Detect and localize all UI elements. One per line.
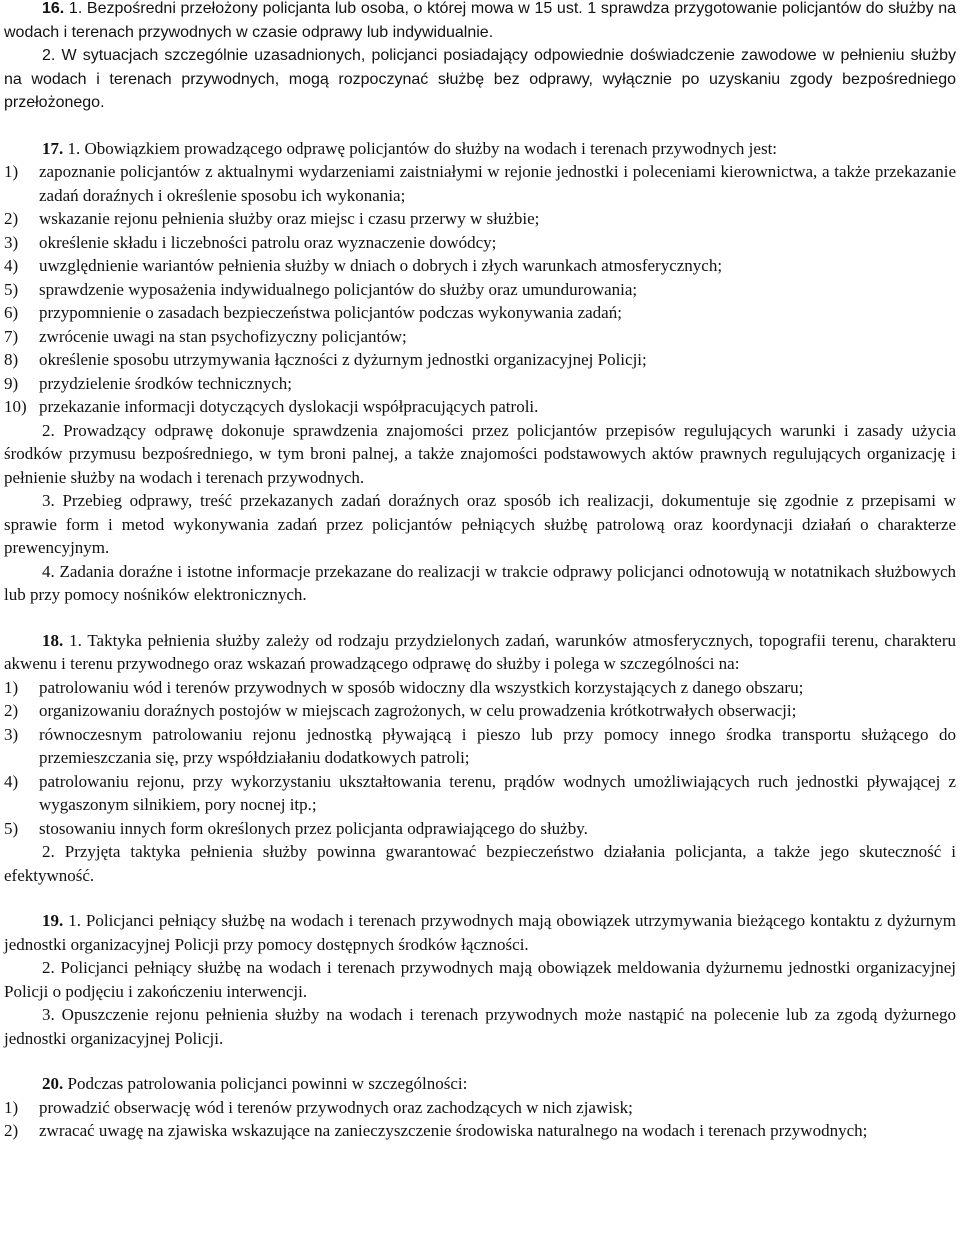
- list-item: [4, 395, 956, 419]
- s16-paragraph-1: [4, 0, 956, 44]
- list-item: [4, 160, 956, 207]
- paragraph-text: 1. Obowiązkiem prowadzącego odprawę policjantów do służby na wodach i terenach przywodnych jest:: [67, 138, 778, 158]
- item-text: określenie sposobu utrzymywania łączności z dyżurnym jednostki organizacyjnej Policji;: [39, 350, 647, 369]
- list-item: [4, 770, 956, 817]
- section-number: 17.: [42, 138, 64, 158]
- item-number: 3): [4, 232, 19, 252]
- section-number: 18.: [42, 630, 64, 650]
- section-number: 20.: [42, 1074, 64, 1093]
- section-number: 19.: [42, 911, 64, 930]
- list-item: [4, 372, 956, 396]
- item-number: 4): [4, 771, 19, 791]
- item-text: patrolowaniu wód i terenów przywodnych w sposób widoczny dla wszystkich korzystających z danego obszaru;: [39, 677, 804, 697]
- document-page: [4, 0, 956, 1143]
- item-text: organizowaniu doraźnych postojów w miejscach zagrożonych, w celu prowadzenia krótkotrwałych obserwacji;: [39, 701, 797, 720]
- s17-paragraph-4: 4. Zadania doraźne i istotne informacje przekazane do realizacji w trakcie odprawy policjanci odnotowują w notatnikach służbowych lub przy pomocy nośników elektronicznych.: [4, 561, 956, 604]
- item-number: 10): [4, 397, 27, 416]
- item-text: sprawdzenie wyposażenia indywidualnego policjantów do służby oraz umundurowania;: [39, 279, 638, 299]
- item-text: przydzielenie środków technicznych;: [39, 373, 293, 393]
- s17-paragraph-2: 2. Prowadzący odprawę dokonuje sprawdzenia znajomości przez policjantów przepisów regulujących warunki i zasady użycia środków przymusu bezpośredniego, w tym broni palnej, a także znajomości podstawowych aktów prawnych regulujących organizację i pełnienie służby na wodach i terenach przywodnych.: [4, 420, 956, 487]
- item-text: określenie składu i liczebności patrolu oraz wyznaczenie dowódcy;: [39, 232, 497, 252]
- item-number: 2): [4, 701, 19, 720]
- list-item: [4, 1096, 956, 1120]
- item-text: przypomnienie o zasadach bezpieczeństwa policjantów podczas wykonywania zadań;: [39, 303, 622, 322]
- item-text: wskazanie rejonu pełnienia służby oraz miejsc i czasu przerwy w służbie;: [39, 209, 540, 228]
- item-text: patrolowaniu rejonu, przy wykorzystaniu ukształtowania terenu, prądów wodnych umożliwiających ruch jednostki pływającej z wygaszonym silnikiem, pory nocnej itp.;: [39, 771, 956, 814]
- paragraph-text: 1. Policjanci pełniący służbę na wodach i terenach przywodnych mają obowiązek utrzymywania bieżącego kontaktu z dyżurnym jednostki organizacyjnej Policji przy pomocy dostępnych środków łączności.: [4, 911, 957, 954]
- list-item: [4, 676, 956, 700]
- item-number: 2): [4, 1121, 19, 1140]
- item-text: równoczesnym patrolowaniu rejonu jednostką pływającą i pieszo lub przy pomocy innego środka transportu służącego do przemieszczania się, przy współdziałaniu dodatkowych patroli;: [39, 724, 956, 767]
- s19-paragraph-3: 3. Opuszczenie rejonu pełnienia służby na wodach i terenach przywodnych może nastąpić na polecenie lub za zgodą dyżurnego jednostki organizacyjnej Policji.: [4, 1005, 956, 1048]
- s20-list: [4, 1096, 956, 1143]
- item-number: 5): [4, 279, 19, 299]
- s18-list: [4, 676, 956, 841]
- list-item: [4, 207, 956, 231]
- list-item: [4, 231, 956, 255]
- item-number: 1): [4, 162, 19, 181]
- list-item: [4, 325, 956, 349]
- paragraph-text: Podczas patrolowania policjanci powinni w szczególności:: [67, 1074, 468, 1093]
- item-text: prowadzić obserwację wód i terenów przywodnych oraz zachodzących w nich zjawisk;: [39, 1097, 633, 1117]
- paragraph-text: 1. Taktyka pełnienia służby zależy od rodzaju przydzielonych zadań, warunków atmosferycznych, topografii terenu, charakteru akwenu i terenu przywodnego oraz wskazań prowadzącego odprawę do służby i polega w szczególności na:: [4, 630, 957, 673]
- list-item: [4, 723, 956, 770]
- s17-list: [4, 160, 956, 419]
- section-number: 16.: [42, 0, 65, 17]
- item-number: 8): [4, 350, 19, 369]
- s17-intro: [4, 137, 956, 161]
- paragraph-text: 1. Bezpośredni przełożony policjanta lub osoba, o której mowa w 15 ust. 1 sprawdza przygotowanie policjantów do służby na wodach i terenach przywodnych w czasie odprawy lub indywidualnie.: [4, 0, 956, 41]
- item-number: 7): [4, 326, 19, 346]
- list-item: [4, 699, 956, 723]
- s19-paragraph-1: [4, 909, 956, 956]
- s17-paragraph-3: 3. Przebieg odprawy, treść przekazanych zadań doraźnych oraz sposób ich realizacji, dokumentuje się zgodnie z przepisami w sprawie form i metod wykonywania zadań przez policjantów pełniących służbę patrolową oraz koordynacji działań o charakterze prewencyjnym.: [4, 491, 956, 557]
- item-text: zapoznanie policjantów z aktualnymi wydarzeniami zaistniałymi w rejonie jednostki i poleceniami kierownictwa, a także przekazanie zadań doraźnych i określenie sposobu ich wykonania;: [39, 162, 956, 205]
- item-text: stosowaniu innych form określonych przez policjanta odprawiającego do służby.: [39, 818, 588, 838]
- s20-intro: [4, 1072, 956, 1096]
- item-text: zwrócenie uwagi na stan psychofizyczny policjantów;: [39, 326, 407, 346]
- item-number: 2): [4, 209, 19, 228]
- item-number: 1): [4, 677, 19, 697]
- list-item: [4, 254, 956, 278]
- list-item: [4, 1119, 956, 1143]
- list-item: [4, 278, 956, 302]
- s18-paragraph-2: 2. Przyjęta taktyka pełnienia służby powinna gwarantować bezpieczeństwo działania policjanta, a także jego skuteczność i efektywność.: [4, 842, 956, 885]
- item-number: 4): [4, 256, 19, 275]
- item-text: uwzględnienie wariantów pełnienia służby w dniach o dobrych i złych warunkach atmosferycznych;: [39, 256, 723, 275]
- list-item: [4, 301, 956, 325]
- list-item: [4, 348, 956, 372]
- item-number: 3): [4, 724, 19, 744]
- item-number: 9): [4, 373, 19, 393]
- s18-intro: [4, 629, 956, 676]
- item-text: przekazanie informacji dotyczących dyslokacji współpracujących patroli.: [39, 397, 539, 416]
- item-number: 1): [4, 1097, 19, 1117]
- s19-paragraph-2: 2. Policjanci pełniący służbę na wodach i terenach przywodnych mają obowiązek meldowania dyżurnemu jednostki organizacyjnej Policji o podjęciu i zakończeniu interwencji.: [4, 958, 956, 1001]
- item-text: zwracać uwagę na zjawiska wskazujące na zanieczyszczenie środowiska naturalnego na wodach i terenach przywodnych;: [39, 1121, 868, 1140]
- s16-paragraph-2: 2. W sytuacjach szczególnie uzasadnionych, policjanci posiadający odpowiednie doświadczenie zawodowe w pełnieniu służby na wodach i terenach przywodnych, mogą rozpoczynać służbę bez odprawy, wyłącznie po uzyskaniu zgody bezpośredniego przełożonego.: [4, 47, 956, 111]
- item-number: 6): [4, 303, 19, 322]
- list-item: [4, 817, 956, 841]
- item-number: 5): [4, 818, 19, 838]
